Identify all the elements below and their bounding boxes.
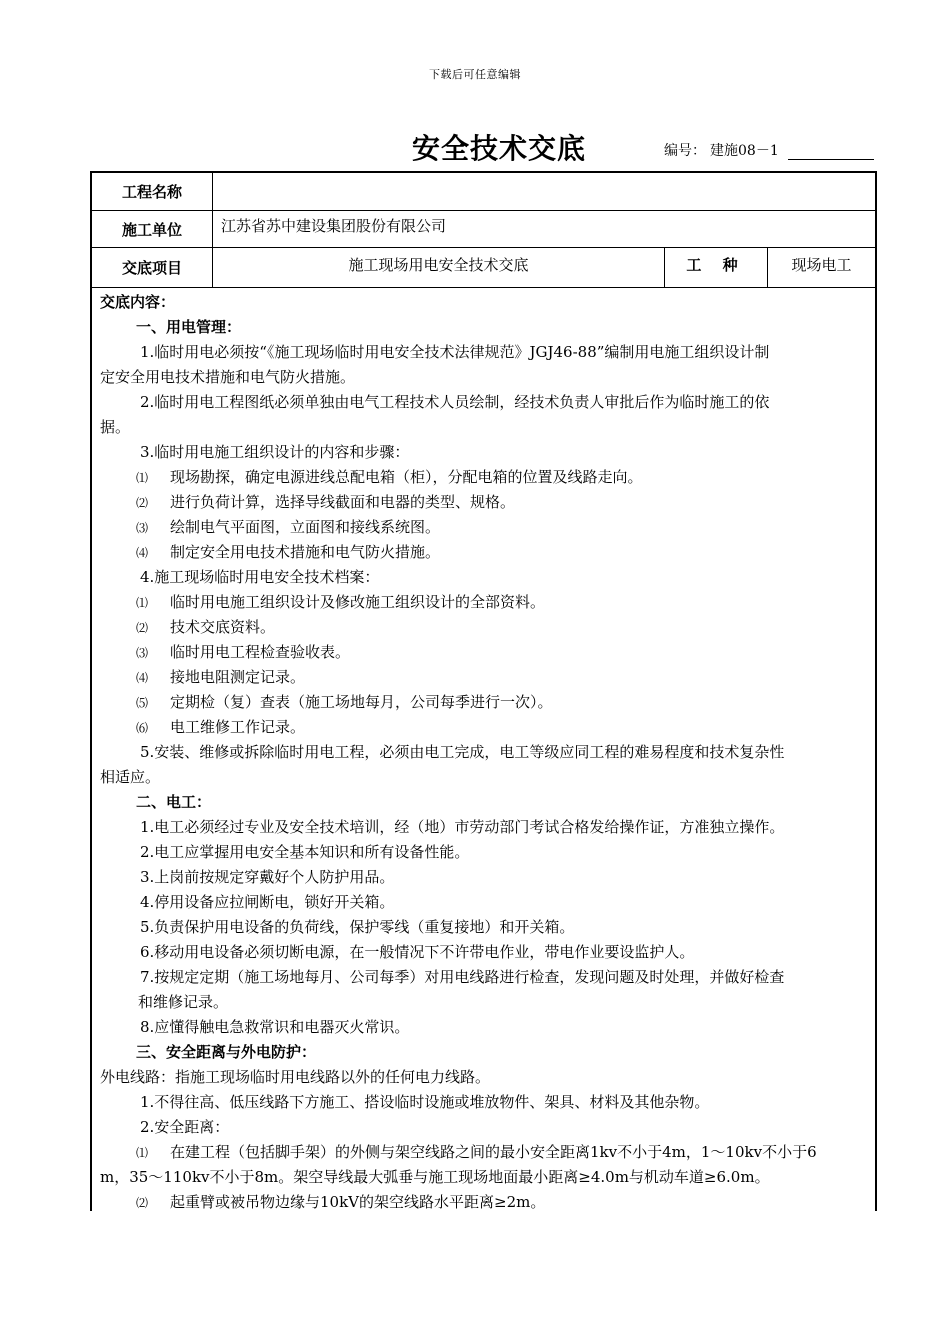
content-text: 据。 <box>100 418 131 436</box>
content-line <box>136 1191 919 1212</box>
content-text: 1.电工必须经过专业及安全技术培训，经（地）市劳动部门考试合格发给操作证，方准独立操作。 <box>140 818 785 836</box>
section-heading <box>136 791 919 812</box>
disclosure-table <box>90 171 877 1211</box>
content-text: 2.电工应掌握用电安全基本知识和所有设备性能。 <box>140 843 470 861</box>
content-line <box>136 716 919 737</box>
content-line <box>140 866 923 887</box>
content-line <box>140 1116 923 1137</box>
content-text: 绘制电气平面图，立面图和接线系统图。 <box>170 518 441 536</box>
content-text: 6.移动用电设备必须切断电源，在一般情况下不许带电作业，带电作业要设监护人。 <box>140 943 695 961</box>
doc-number-underline <box>788 159 874 160</box>
row-project-name <box>92 173 875 211</box>
content-line <box>100 1066 883 1087</box>
content-line <box>140 441 923 462</box>
content-line <box>140 916 923 937</box>
content-text: 二、电工： <box>136 793 212 811</box>
content-line <box>136 516 919 537</box>
content-line <box>136 691 919 712</box>
content-line <box>140 741 923 762</box>
list-marker: ⑶ <box>136 646 149 660</box>
content-text: 1.临时用电必须按“《施工现场临时用电安全技术法律规范》JGJ46-88”编制用电施工组织设计制 <box>140 343 770 361</box>
content-line <box>136 1141 919 1162</box>
list-marker: ⑹ <box>136 721 149 735</box>
list-marker: ⑸ <box>136 696 149 710</box>
content-line <box>140 891 923 912</box>
doc-number-value: 建施08－1 <box>710 143 779 159</box>
content-line <box>140 816 923 837</box>
content-text: 2.安全距离： <box>140 1118 230 1136</box>
content-line <box>140 1091 923 1112</box>
row-item <box>92 248 875 288</box>
top-note: 下载后可任意编辑 <box>429 68 521 81</box>
content-text: 7.按规定定期（施工场地每月、公司每季）对用电线路进行检查，发现问题及时处理，并做好检查 <box>140 968 785 986</box>
content-text: 临时用电工程检查验收表。 <box>170 643 351 661</box>
content-line <box>136 466 919 487</box>
content-text: 外电线路：指施工现场临时用电线路以外的任何电力线路。 <box>100 1068 491 1086</box>
section-heading <box>136 1041 919 1062</box>
content-line <box>100 366 883 387</box>
content-text: 相适应。 <box>100 768 161 786</box>
content-text: 3.上岗前按规定穿戴好个人防护用品。 <box>140 868 395 886</box>
content-text: 4.停用设备应拉闸断电，锁好开关箱。 <box>140 893 395 911</box>
content-line <box>136 591 919 612</box>
item-label: 交底项目 <box>92 248 213 287</box>
content-heading: 交底内容： <box>100 293 176 311</box>
list-marker: ⑵ <box>136 496 149 510</box>
list-marker: ⑵ <box>136 621 149 635</box>
content-text: 定期检（复）查表（施工场地每月，公司每季进行一次）。 <box>170 693 553 711</box>
project-name-value <box>213 173 875 210</box>
content-text: 3.临时用电施工组织设计的内容和步骤： <box>140 443 410 461</box>
worktype-value: 现场电工 <box>791 256 852 274</box>
list-marker: ⑶ <box>136 521 149 535</box>
content-line <box>100 766 883 787</box>
content-text: 定安全用电技术措施和电气防火措施。 <box>100 368 356 386</box>
content-text: 电工维修工作记录。 <box>170 718 306 736</box>
doc-number <box>664 140 779 160</box>
content-line <box>100 1166 883 1187</box>
content-line <box>136 666 919 687</box>
project-name-label: 工程名称 <box>92 173 213 210</box>
content-line <box>140 941 923 962</box>
content-text: 一、用电管理： <box>136 318 242 336</box>
section-heading <box>136 316 919 337</box>
page-title: 安全技术交底 <box>412 132 587 165</box>
content-line <box>136 641 919 662</box>
unit-label: 施工单位 <box>92 211 213 247</box>
content-text: 三、安全距离与外电防护： <box>136 1043 317 1061</box>
list-marker: ⑵ <box>136 1196 149 1210</box>
content-text: 制定安全用电技术措施和电气防火措施。 <box>170 543 441 561</box>
content-text: 技术交底资料。 <box>170 618 276 636</box>
list-marker: ⑷ <box>136 546 149 560</box>
content-text: 临时用电施工组织设计及修改施工组织设计的全部资料。 <box>170 593 546 611</box>
content-text: 进行负荷计算，选择导线截面和电器的类型、规格。 <box>170 493 516 511</box>
content-text: 起重臂或被吊物边缘与10kV的架空线路水平距离≥2m。 <box>170 1193 546 1211</box>
content-line <box>140 1016 923 1037</box>
content-text: 和维修记录。 <box>138 993 229 1011</box>
content-line <box>138 991 921 1012</box>
content-text: 8.应懂得触电急救常识和电器灭火常识。 <box>140 1018 410 1036</box>
doc-number-label: 编号： <box>664 143 706 159</box>
content-text: 5.负责保护用电设备的负荷线，保护零线（重复接地）和开关箱。 <box>140 918 575 936</box>
worktype-label: 工 种 <box>665 248 768 287</box>
list-marker: ⑴ <box>136 1146 149 1160</box>
content-text: 在建工程（包括脚手架）的外侧与架空线路之间的最小安全距离1kv不小于4m，1～10kv不小于6 <box>170 1143 817 1161</box>
content-line <box>136 541 919 562</box>
content-line <box>140 566 923 587</box>
list-marker: ⑷ <box>136 671 149 685</box>
content-line <box>100 416 883 437</box>
content-line <box>140 841 923 862</box>
content-line <box>140 391 923 412</box>
content-text: 接地电阻测定记录。 <box>170 668 306 686</box>
unit-value: 江苏省苏中建设集团股份有限公司 <box>221 217 447 235</box>
content-text: 1.不得往高、低压线路下方施工、搭设临时设施或堆放物件、架具、材料及其他杂物。 <box>140 1093 710 1111</box>
list-marker: ⑴ <box>136 471 149 485</box>
content-text: 4.施工现场临时用电安全技术档案： <box>140 568 380 586</box>
row-unit <box>92 211 875 248</box>
item-value: 施工现场用电安全技术交底 <box>213 248 665 287</box>
list-marker: ⑴ <box>136 596 149 610</box>
content-text: 现场勘探，确定电源进线总配电箱（柜），分配电箱的位置及线路走向。 <box>170 468 643 486</box>
content-line <box>136 616 919 637</box>
content-line <box>140 341 923 362</box>
content-line <box>140 966 923 987</box>
content-text: m，35～110kv不小于8m。架空导线最大弧垂与施工现场地面最小距离≥4.0m与机动车道≥6.0m。 <box>100 1168 770 1186</box>
content-text: 2.临时用电工程图纸必须单独由电气工程技术人员绘制，经技术负责人审批后作为临时施工的依 <box>140 393 770 411</box>
content-text: 5.安装、维修或拆除临时用电工程，必须由电工完成，电工等级应同工程的难易程度和技术复杂性 <box>140 743 785 761</box>
content-line <box>136 491 919 512</box>
